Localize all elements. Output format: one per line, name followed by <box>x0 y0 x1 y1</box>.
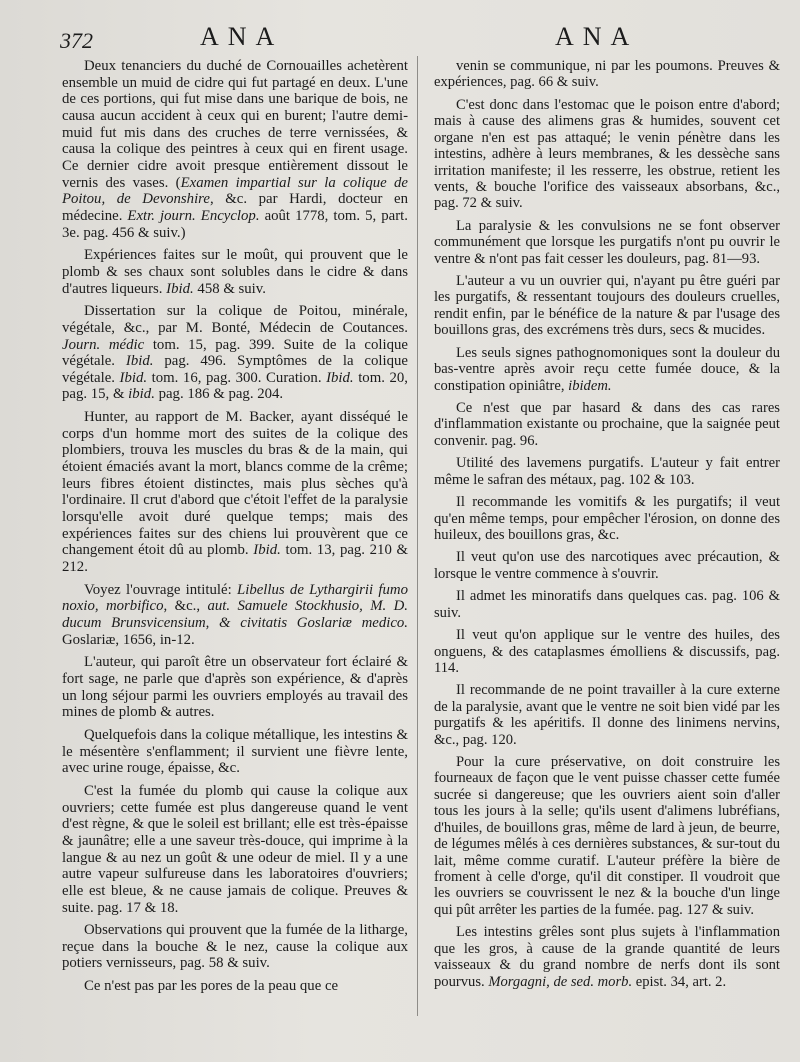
paragraph <box>62 247 408 297</box>
text-run: C'est la fumée du plomb qui cause la colique aux ouvriers; cette fumée est plus dangereuse quand le vent d'est règne, & que le soleil est brillant; elle est très-épaisse & jaunâtre; elle a une saveur très-douce, qui imprime à la langue & au nez un goût & une odeur de miel. Il y a une autre vapeur sulfureuse dans les laboratoires d'ouvriers; elle est bleue, & ne cause jamais de colique. Preuves & suite. pag. 17 & 18. <box>62 782 408 916</box>
paragraph <box>62 58 408 241</box>
paragraph <box>434 58 780 91</box>
text-run: Ce n'est que par hasard & dans des cas rares d'inflammation existante ou prochaine, que la saignée peut convenir. pag. 96. <box>434 400 780 449</box>
paragraph <box>434 549 780 582</box>
text-run: Pour la cure préservative, on doit construire les fourneaux de façon que le vent puisse chasser cette fumée sucrée si dangereuse; que les ouvriers aient soin d'aller tous les jours à la selle; qu'ils usent d'alimens lubréfians, d'huiles, de bouillons gras, même de lard à jeun, de beurre, de légumes mêlés à ces dernières substances, & sur-tout du lait, même comme curatif. L'auteur préfère la bière de froment à celle d'orge, qu'il dit constiper. Il voudroit que les ouvriers se couvrissent le nez & la bouche d'un linge qui pût arrêter les parties de la fumée. pag. 127 & suiv. <box>434 754 780 918</box>
italic-citation: Ibid. <box>125 353 154 370</box>
paragraph <box>434 924 780 990</box>
italic-citation: aut. Samuele Stockhusio, M. D. ducum Brunsvicensium, & civitatis Goslariæ medico. <box>62 598 409 631</box>
text-run: La paralysie & les convulsions ne se font observer communément que lorsque les purgatifs n'ont pu ouvrir le ventre & n'ont pas fait cesser les douleurs, pag. 81—93. <box>434 217 780 267</box>
text-run: Il admet les minoratifs dans quelques cas. pag. 106 & suiv. <box>434 588 780 621</box>
text-run: tom. 20, pag. 15, & <box>62 369 408 403</box>
paragraph <box>62 582 408 649</box>
text-run: , &c., <box>163 598 208 615</box>
italic-citation: Examen impartial sur la colique de Poitou, de Devonshire <box>62 174 408 208</box>
text-run: Il veut qu'on applique sur le ventre des huiles, des onguens, & des cataplasmes émolliens & discussifs, pag. 114. <box>434 627 780 676</box>
paragraph <box>434 273 780 339</box>
text-run: Il recommande les vomitifs & les purgatifs; il veut qu'en même temps, pour empêcher l'érosion, on donne des huileux, des bouillons gras, &c. <box>434 494 780 543</box>
running-head <box>0 22 800 58</box>
text-run: pag. 186 & pag. 204. <box>154 386 284 403</box>
italic-citation: Ibid. <box>166 280 194 297</box>
text-run: Il veut qu'on use des narcotiques avec précaution, & lorsque le ventre commence à s'ouvrir. <box>434 549 780 582</box>
text-run: Voyez l'ouvrage intitulé: <box>84 581 237 598</box>
column-divider <box>417 56 418 1016</box>
text-run: Deux tenanciers du duché de Cornouailles achetèrent ensemble un muid de cidre qui fut partagé en deux. L'une de ces portions, qui fut mise dans une barique de bois, ne causa aucun accident à ceux qui en burent; l'autre demi-muid fut mis dans des cruches de terre vernissées, & causa la colique des peintres à ceux qui en firent usage. Ce dernier cidre avoit presque entièrement dissout le vernis des vases. ( <box>62 58 408 191</box>
paragraph <box>434 682 780 748</box>
paragraph <box>434 754 780 918</box>
text-run: 458 & suiv. <box>193 280 266 297</box>
text-run: epist. 34, art. 2. <box>632 973 727 990</box>
paragraph <box>62 727 408 777</box>
text-run: Quelquefois dans la colique métallique, les intestins & le mésentère s'enflamment; il survient une fièvre lente, avec urine rouge, épaisse, &c. <box>62 726 408 777</box>
text-run: Les intestins grêles sont plus sujets à l'inflammation que les gros, à cause de la grande quantité de leurs vaisseaux & du grand nombre de nerfs dont ils sont pourvus. <box>434 924 780 990</box>
italic-citation: ibid. <box>128 386 155 403</box>
italic-citation: Journ. médic <box>62 336 145 353</box>
text-run: venin se communique, ni par les poumons. Preuves & expériences, pag. 66 & suiv. <box>434 58 780 91</box>
running-title-right: ANA <box>555 22 639 51</box>
right-column <box>434 58 780 996</box>
text-run: , &c. par Hardi, docteur en médecine. <box>62 191 409 224</box>
text-run: tom. 15, pag. 399. Suite de la colique végétale. <box>62 336 408 370</box>
text-run: tom. 13, pag. 210 & 212. <box>62 542 408 576</box>
left-column <box>62 58 408 1001</box>
italic-citation: Morgagni, de sed. morb. <box>488 973 633 990</box>
text-run: L'auteur, qui paroît être un observateur fort éclairé & fort sage, ne parle que d'après son expérience, & d'après un long séjour parmi les ouvriers employés au travail des mines de plomb & autres. <box>62 654 408 721</box>
text-run: tom. 16, pag. 300. Curation. <box>147 369 327 386</box>
text-run: Utilité des lavemens purgatifs. L'auteur y fait entrer même le safran des métaux, pag. 102 & 103. <box>434 455 780 488</box>
text-run: Il recommande de ne point travailler à la cure externe de la paralysie, avant que le ventre ne soit bien vidé par les purgatifs & les apéritifs. Il donne des linimens nervins, &c., pag. 120. <box>434 682 780 748</box>
text-run: Expériences faites sur le moût, qui prouvent que le plomb & ses chaux sont solubles dans le cidre & dans d'autres liqueurs. <box>62 247 408 297</box>
italic-citation: Extr. journ. Encyclop. <box>127 207 260 224</box>
text-run: pag. 496. Symptômes de la colique végétale. <box>62 353 408 386</box>
text-run: L'auteur a vu un ouvrier qui, n'ayant pu être guéri par les purgatifs, & ressentant toujours des douleurs cruelles, rendit enfin, par le bénéfice de la nature & par l'usage des bouillons gras, des excrémens très durs, secs & mucides. <box>434 273 780 339</box>
paragraph <box>434 218 780 267</box>
paragraph <box>62 303 408 403</box>
paragraph <box>434 494 780 543</box>
italic-citation: Ibid. <box>253 542 281 559</box>
paragraph <box>434 97 780 212</box>
running-title-left: ANA <box>200 22 284 51</box>
paragraph <box>434 455 780 488</box>
paragraph <box>62 409 408 576</box>
text-run: août 1778, tom. 5, part. 3e. pag. 456 & suiv.) <box>62 207 408 241</box>
paragraph <box>62 922 408 972</box>
paragraph <box>434 400 780 449</box>
paragraph <box>62 654 408 721</box>
paragraph <box>62 783 408 916</box>
paragraph <box>62 978 408 995</box>
paragraph <box>434 588 780 621</box>
italic-citation: ibidem. <box>568 377 612 394</box>
text-run: Hunter, au rapport de M. Backer, ayant disséqué le corps d'un homme mort des suites de la colique des plombiers, trouva les muscles du bras & de la main, qui étoient émaciés avant la mort, blancs comme de la crême; leurs fibres étoient distinctes, mais plus sèches qu'à l'ordinaire. Il crut d'abord que c'étoit l'effet de la paralysie lorsqu'elle avoit duré quelque temps; mais des expériences faites sur des chiens lui prouvèrent que ce changement étoit dû au plomb. <box>62 409 408 559</box>
paragraph <box>434 345 780 394</box>
page-number: 372 <box>60 28 93 53</box>
paragraph <box>434 627 780 676</box>
text-run: C'est donc dans l'estomac que le poison entre d'abord; mais à cause des alimens gras & humides, souvent cet organe n'en est pas attaqué; le venin pénètre dans les intestins, adhère à leurs membranes, & les dessèche sans irritation manifeste; il les resserre, les obstrue, retient les vents, & bouche l'orifice des vaisseaux absorbans, &c., pag. 72 & suiv. <box>434 96 780 212</box>
italic-citation: Libellus de Lythargirii fumo noxio, morbifico <box>62 581 408 615</box>
text-run: Goslariæ, 1656, in-12. <box>62 631 195 648</box>
italic-citation: Ibid. <box>119 369 148 386</box>
text-run: Dissertation sur la colique de Poitou, minérale, végétale, &c., par M. Bonté, Médecin de Coutances. <box>62 303 408 336</box>
text-run: Ce n'est pas par les pores de la peau que ce <box>84 978 339 995</box>
text-run: Observations qui prouvent que la fumée de la litharge, reçue dans la bouche & le nez, cause la colique aux potiers vernisseurs, pag. 58 & suiv. <box>62 922 408 972</box>
italic-citation: Ibid. <box>326 369 354 386</box>
text-run: Les seuls signes pathognomoniques sont la douleur du bas-ventre après avoir reçu cette fumée douce, & la constipation opiniâtre, <box>434 344 780 394</box>
